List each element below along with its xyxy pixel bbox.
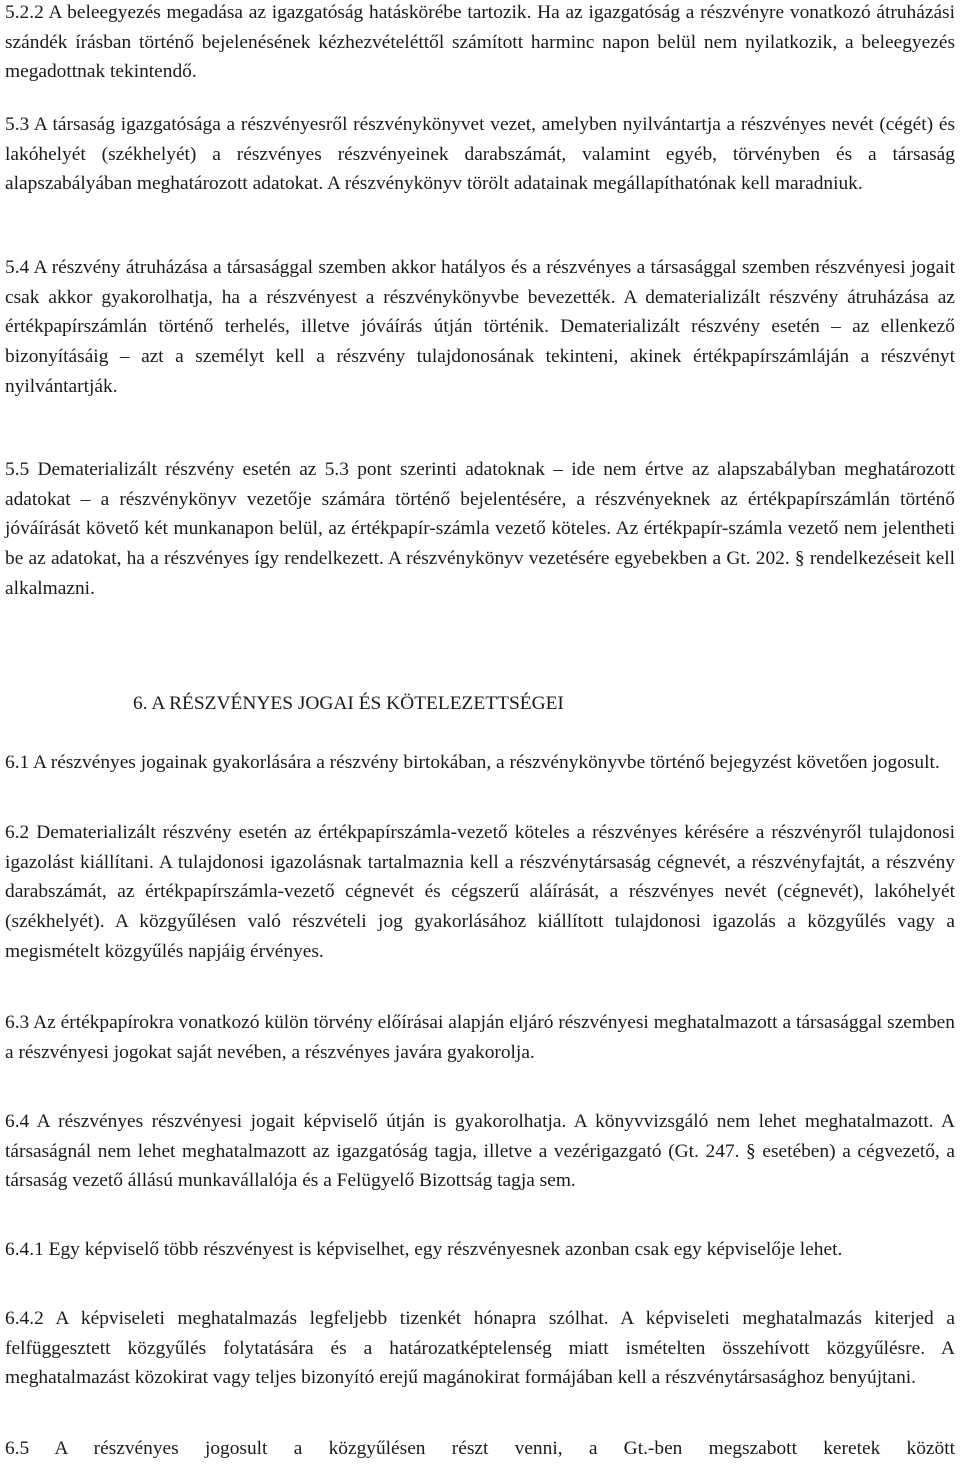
paragraph-5-4: 5.4 A részvény átruházása a társasággal szemben akkor hatályos és a részvényes a társasággal szemben részvényesi jogait csak akkor gyakorolhatja, ha a részvényest a részvénykönyvbe bevezették. A dematerializált részvény átruházása az értékpapírszámlán történő terhelés, illetve jóváírás útján történik. Dematerializált részvény esetén – az ellenkező bizonyításáig – azt a személyt kell a részvény tulajdonosának tekinteni, akinek értékpapírszámláján a részvényt nyilvántartják. [5,257,955,397]
paragraph-6-1: 6.1 A részvényes jogainak gyakorlására a részvény birtokában, a részvénykönyvbe történő bejegyzést követően jogosult. [5,752,940,773]
paragraph-6-4: 6.4 A részvényes részvényesi jogait képviselő útján is gyakorolhatja. A könyvvizsgáló nem lehet meghatalmazott. A társaságnál nem lehet meghatalmazott az igazgatóság tagja, illetve a vezérigazgató (Gt. 247. § esetében) a cégvezető, a társaság vezető állású munkavállalója és a Felügyelő Bizottság tagja sem. [5,1111,955,1192]
paragraph-6-2: 6.2 Dematerializált részvény esetén az értékpapírszámla-vezető köteles a részvényes kérésére a részvényről tulajdonosi igazolást kiállítani. A tulajdonosi igazolásnak tartalmaznia kell a részvénytársaság cégnevét, a részvényfajtát, a részvény darabszámát, az értékpapírszámla-vezető cégnevét és cégszerű aláírását, a részvényes nevét (cégnevét), lakóhelyét (székhelyét). A közgyűlésen való részvételi jog gyakorlásához kiállított tulajdonosi igazolás a közgyűlés vagy a megismételt közgyűlés napjáig érvényes. [5,822,955,962]
paragraph-6-5: 6.5 A részvényes jogosult a közgyűlésen részt venni, a Gt.-ben megszabott keretek között [5,1438,955,1459]
paragraph-5-3: 5.3 A társaság igazgatósága a részvényesről részvénykönyvet vezet, amelyben nyilvántartja a részvényes nevét (cégét) és lakóhelyét (székhelyét) a részvényes részvényeinek darabszámát, valamint egyéb, törvényben és a társaság alapszabályában meghatározott adatokat. A részvénykönyv törölt adatainak megállapíthatónak kell maradniuk. [5,114,955,195]
paragraph-5-2-2: 5.2.2 A beleegyezés megadása az igazgatóság hatáskörébe tartozik. Ha az igazgatóság a részvényre vonatkozó átruházási szándék írásban történő bejelenésének kézhezvételéttől számított harminc napon belül nem nyilatkozik, a beleegyezés megadottnak tekintendő. [5,2,955,83]
paragraph-5-5: 5.5 Dematerializált részvény esetén az 5.3 pont szerinti adatoknak – ide nem értve az alapszabályban meghatározott adatokat – a részvénykönyv vezetője számára történő bejelentésére, a részvényeknek az értékpapírszámlán történő jóváírását követő két munkanapon belül, az értékpapír-számla vezető köteles. Az értékpapír-számla vezető nem jelentheti be az adatokat, ha a részvényes így rendelkezett. A részvénykönyv vezetésére egyebekben a Gt. 202. § rendelkezéseit kell alkalmazni. [5,459,955,599]
paragraph-6-4-1: 6.4.1 Egy képviselő több részvényest is képviselhet, egy részvényesnek azonban csak egy képviselője lehet. [5,1239,843,1260]
paragraph-6-3: 6.3 Az értékpapírokra vonatkozó külön törvény előírásai alapján eljáró részvényesi meghatalmazott a társasággal szemben a részvényesi jogokat saját nevében, a részvényes javára gyakorolja. [5,1012,955,1063]
section-heading: 6. A RÉSZVÉNYES JOGAI ÉS KÖTELEZETTSÉGEI [133,693,564,714]
paragraph-6-4-2: 6.4.2 A képviseleti meghatalmazás legfeljebb tizenkét hónapra szólhat. A képviseleti meghatalmazás kiterjed a felfüggesztett közgyűlés folytatására és a határozatképtelenség miatt ismételten összehívott közgyűlésre. A meghatalmazást közokirat vagy teljes bizonyító erejű magánokirat formájában kell a részvénytársasághoz benyújtani. [5,1308,955,1389]
